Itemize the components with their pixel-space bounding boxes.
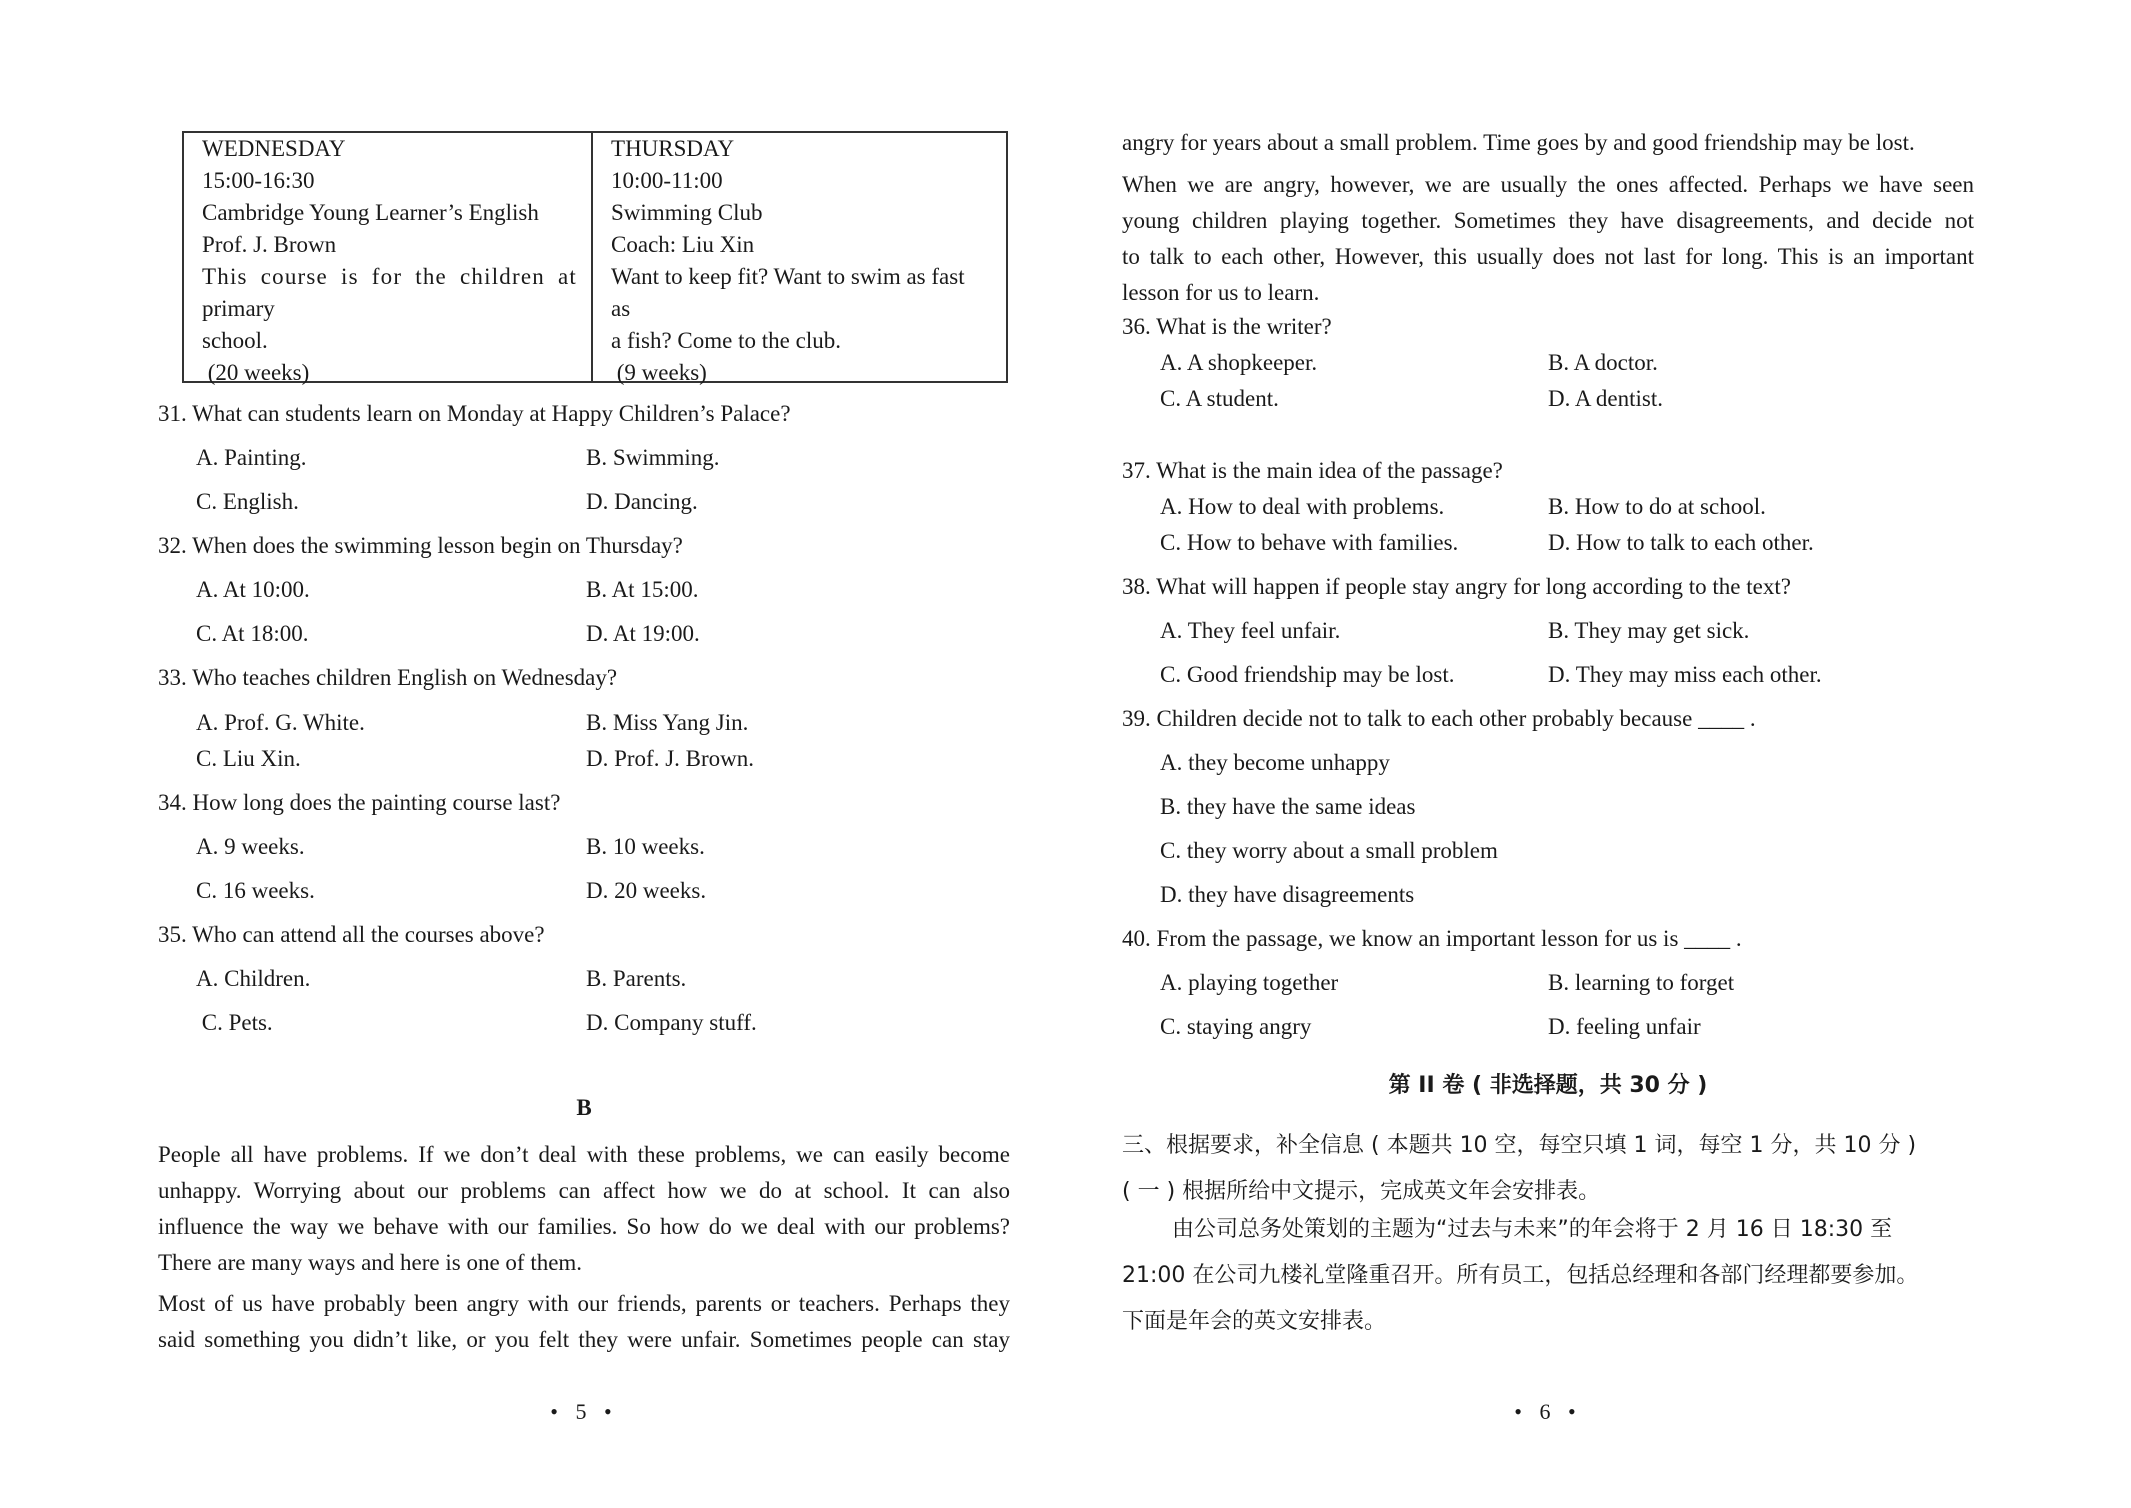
section-b-heading: B: [576, 1095, 592, 1120]
option-b: B. How to do at school.: [1548, 494, 1766, 519]
schedule-desc: This course is for the children at: [202, 264, 578, 289]
option-b: B. Parents.: [586, 966, 687, 991]
question-36: 36. What is the writer?: [1122, 314, 1332, 339]
option-b: B. Swimming.: [586, 445, 720, 470]
option-c: C. How to behave with families.: [1160, 530, 1459, 555]
option-d: D. 20 weeks.: [586, 878, 707, 903]
passage-line: young children playing together. Sometimes they have disagreements, and decide not: [1122, 208, 1974, 233]
option-a: A. Children.: [196, 966, 311, 991]
question-34: 34. How long does the painting course last?: [158, 790, 561, 815]
option-d: D. feeling unfair: [1548, 1014, 1701, 1039]
option-c: C. Good friendship may be lost.: [1160, 662, 1455, 687]
part-ii-title: 第 II 卷 ( 非选择题，共 30 分 ): [1388, 1073, 1708, 1098]
passage-line: unhappy. Worrying about our problems can affect how we do at school. It can also: [158, 1178, 1010, 1203]
option-d: D. Prof. J. Brown.: [586, 746, 755, 771]
page-5: [158, 0, 1010, 1508]
option-a: A. they become unhappy: [1160, 750, 1390, 775]
option-b: B. A doctor.: [1548, 350, 1658, 375]
schedule-desc: Want to keep fit? Want to swim as fast: [611, 264, 965, 289]
passage-line: to talk to each other, However, this usually does not last for long. This is an important: [1122, 244, 1974, 269]
schedule-desc: as: [611, 296, 631, 321]
schedule-teacher: Prof. J. Brown: [202, 232, 337, 257]
option-a: A. A shopkeeper.: [1160, 350, 1318, 375]
question-32: 32. When does the swimming lesson begin on Thursday?: [158, 533, 683, 558]
schedule-teacher: Coach: Liu Xin: [611, 232, 755, 257]
option-c: C. English.: [196, 489, 299, 514]
option-d: D. At 19:00.: [586, 621, 700, 646]
option-b: B. they have the same ideas: [1160, 794, 1416, 819]
cn-paragraph-line: 21:00 在公司九楼礼堂隆重召开。所有员工，包括总经理和各部门经理都要参加。: [1122, 1263, 1919, 1288]
schedule-course: Cambridge Young Learner’s English: [202, 200, 539, 225]
passage-line: When we are angry, however, we are usually the ones affected. Perhaps we have seen: [1122, 172, 1974, 197]
schedule-column-wednesday: [184, 133, 593, 385]
passage-continuation: [1122, 125, 1974, 161]
sub-section-title: ( 一 ) 根据所给中文提示，完成英文年会安排表。: [1122, 1179, 1601, 1204]
passage-paragraph-3: [1122, 167, 1974, 311]
passage-paragraph-2: [158, 1286, 1010, 1358]
schedule-column-thursday: [593, 133, 1006, 385]
schedule-course: Swimming Club: [611, 200, 763, 225]
option-c: C. Liu Xin.: [196, 746, 301, 771]
schedule-duration: (9 weeks): [611, 360, 707, 385]
option-a: A. playing together: [1160, 970, 1339, 995]
page-number: • 6 •: [1514, 1399, 1582, 1424]
option-c: C. staying angry: [1160, 1014, 1312, 1039]
passage-line: Most of us have probably been angry with our friends, parents or teachers. Perhaps they: [158, 1291, 1010, 1316]
schedule-desc: primary: [202, 296, 275, 321]
cn-paragraph-line: 由公司总务处策划的主题为“过去与未来”的年会将于 2 月 16 日 18:30 至: [1172, 1217, 1893, 1242]
option-d: D. they have disagreements: [1160, 882, 1415, 907]
question-38: 38. What will happen if people stay angry for long according to the text?: [1122, 574, 1791, 599]
option-a: A. Prof. G. White.: [196, 710, 365, 735]
question-40: 40. From the passage, we know an important lesson for us is ____ .: [1122, 926, 1742, 951]
passage-line: There are many ways and here is one of them.: [158, 1250, 583, 1275]
option-d: D. They may miss each other.: [1548, 662, 1822, 687]
page-6: [1122, 0, 1974, 1508]
schedule-table: [182, 131, 1008, 383]
option-d: D. Dancing.: [586, 489, 698, 514]
page-number: • 5 •: [550, 1399, 618, 1424]
section-3-title: 三、根据要求，补全信息 ( 本题共 10 空，每空只填 1 词，每空 1 分，共 10 分 ): [1122, 1133, 1917, 1158]
option-a: A. Painting.: [196, 445, 307, 470]
schedule-duration: (20 weeks): [202, 360, 310, 385]
question-31: 31. What can students learn on Monday at Happy Children’s Palace?: [158, 401, 791, 426]
option-b: B. Miss Yang Jin.: [586, 710, 749, 735]
schedule-desc: school.: [202, 328, 268, 353]
option-a: A. They feel unfair.: [1160, 618, 1341, 643]
option-b: B. They may get sick.: [1548, 618, 1750, 643]
option-b: B. learning to forget: [1548, 970, 1735, 995]
option-d: D. A dentist.: [1548, 386, 1664, 411]
cn-paragraph-line: 下面是年会的英文安排表。: [1122, 1309, 1387, 1334]
option-c: C. 16 weeks.: [196, 878, 315, 903]
option-c: C. A student.: [1160, 386, 1279, 411]
schedule-day: WEDNESDAY: [202, 136, 346, 161]
option-d: D. Company stuff.: [586, 1010, 757, 1035]
passage-line: influence the way we behave with our families. So how do we deal with our problems?: [158, 1214, 1010, 1239]
option-c: C. they worry about a small problem: [1160, 838, 1498, 863]
schedule-day: THURSDAY: [611, 136, 735, 161]
option-c: C. Pets.: [196, 1010, 273, 1035]
passage-paragraph-1: [158, 1137, 1010, 1281]
passage-line: angry for years about a small problem. Time goes by and good friendship may be lost.: [1122, 130, 1915, 155]
option-a: A. At 10:00.: [196, 577, 310, 602]
question-37: 37. What is the main idea of the passage?: [1122, 458, 1503, 483]
option-a: A. How to deal with problems.: [1160, 494, 1445, 519]
option-c: C. At 18:00.: [196, 621, 309, 646]
passage-line: said something you didn’t like, or you felt they were unfair. Sometimes people can stay: [158, 1327, 1010, 1352]
question-39: 39. Children decide not to talk to each other probably because ____ .: [1122, 706, 1756, 731]
passage-line: People all have problems. If we don’t deal with these problems, we can easily become: [158, 1142, 1010, 1167]
passage-line: lesson for us to learn.: [1122, 280, 1320, 305]
question-33: 33. Who teaches children English on Wednesday?: [158, 665, 618, 690]
option-d: D. How to talk to each other.: [1548, 530, 1814, 555]
option-b: B. 10 weeks.: [586, 834, 705, 859]
option-a: A. 9 weeks.: [196, 834, 305, 859]
option-b: B. At 15:00.: [586, 577, 699, 602]
question-35: 35. Who can attend all the courses above?: [158, 922, 545, 947]
schedule-desc: a fish? Come to the club.: [611, 328, 841, 353]
schedule-time: 15:00-16:30: [202, 168, 315, 193]
schedule-time: 10:00-11:00: [611, 168, 723, 193]
